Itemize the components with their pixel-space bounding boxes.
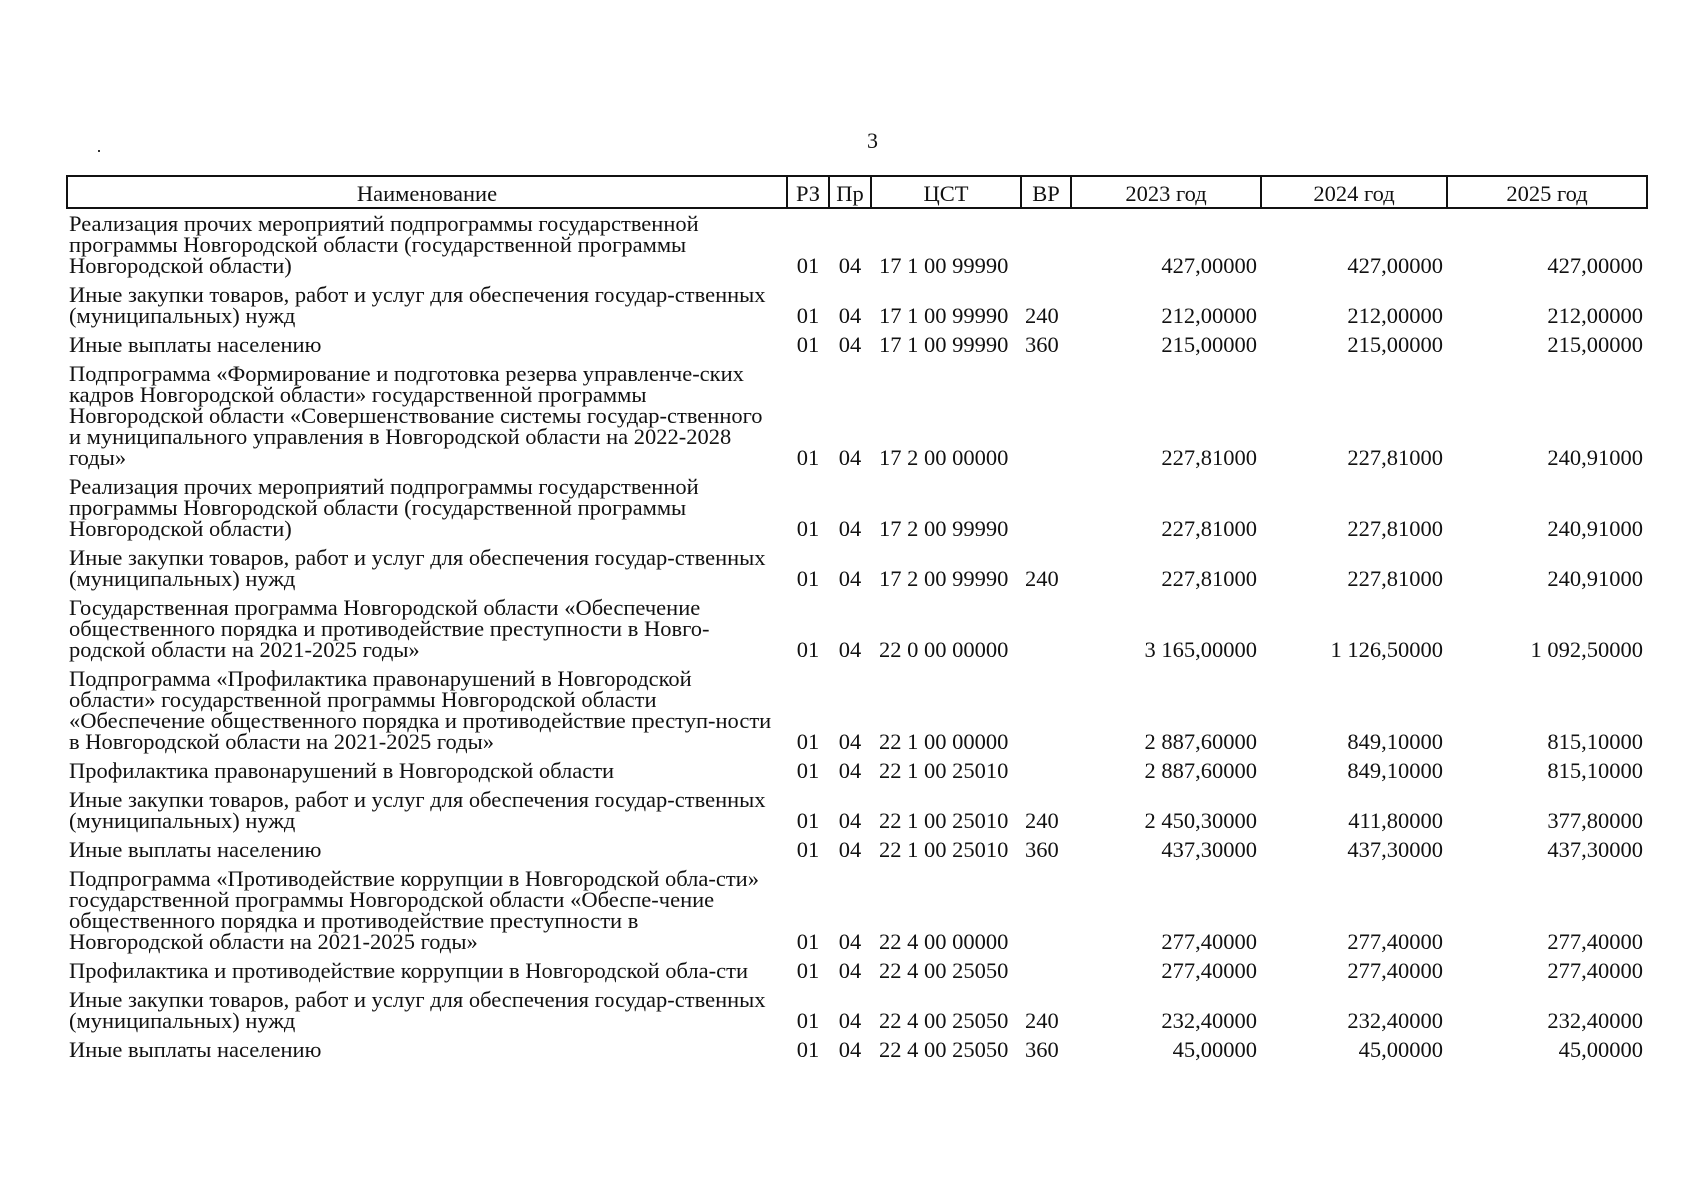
table-row [67, 664, 1647, 756]
row-2025: 437,30000 [1547, 837, 1643, 862]
row-rz: 01 [796, 1008, 820, 1033]
row-2024: 849,10000 [1347, 729, 1443, 754]
row-2025: 240,91000 [1547, 516, 1643, 541]
row-2023: 277,40000 [1161, 929, 1257, 954]
table-row [67, 1035, 1647, 1064]
row-name: Подпрограмма «Формирование и подготовка резерва управленче-ских кадров Новгородской области» государственной программы Новгородской области «Совершенствование системы государ-ственного и муниципального управления в Новгородской области на 2022-2028 годы» [69, 361, 763, 470]
row-rz: 01 [796, 637, 820, 662]
row-vr: 240 [1025, 808, 1059, 833]
row-vr [1021, 208, 1071, 280]
row-2025: 240,91000 [1547, 445, 1643, 470]
row-cst: 17 1 00 99990 [879, 303, 1009, 328]
row-cst: 22 1 00 25010 [879, 837, 1009, 862]
page-number: 3 [867, 128, 878, 153]
table-row [67, 785, 1647, 835]
row-rz: 01 [796, 332, 820, 357]
row-2024: 227,81000 [1347, 445, 1443, 470]
table-header [67, 176, 1647, 208]
row-vr: 360 [1025, 837, 1059, 862]
row-2025: 427,00000 [1547, 253, 1643, 278]
row-name: Иные закупки товаров, работ и услуг для обеспечения государ-ственных (муниципальных) нужд [69, 282, 766, 328]
row-2024: 277,40000 [1347, 958, 1443, 983]
row-cst: 22 4 00 00000 [879, 929, 1009, 954]
row-cst: 17 1 00 99990 [879, 253, 1009, 278]
row-vr [1021, 664, 1071, 756]
row-2023: 427,00000 [1161, 253, 1257, 278]
row-vr [1021, 472, 1071, 543]
table-row [67, 985, 1647, 1035]
row-cst: 17 1 00 99990 [879, 332, 1009, 357]
row-2025: 212,00000 [1547, 303, 1643, 328]
row-name: Иные закупки товаров, работ и услуг для обеспечения государ-ственных (муниципальных) нужд [69, 545, 766, 591]
header-2024: 2024 год [1261, 176, 1447, 208]
row-rz: 01 [796, 958, 820, 983]
row-pr: 04 [838, 1008, 862, 1033]
row-2024: 227,81000 [1347, 516, 1443, 541]
row-vr [1021, 593, 1071, 664]
row-2024: 45,00000 [1358, 1037, 1443, 1062]
row-vr [1021, 359, 1071, 472]
row-vr: 360 [1025, 1037, 1059, 1062]
header-cst: ЦСТ [871, 176, 1021, 208]
table-row [67, 956, 1647, 985]
row-2025: 377,80000 [1547, 808, 1643, 833]
row-pr: 04 [838, 566, 862, 591]
table-body [67, 208, 1647, 1064]
row-cst: 17 2 00 00000 [879, 445, 1009, 470]
row-vr: 240 [1025, 566, 1059, 591]
header-vr: ВР [1021, 176, 1071, 208]
row-2023: 227,81000 [1161, 516, 1257, 541]
row-2023: 277,40000 [1161, 958, 1257, 983]
header-2023: 2023 год [1071, 176, 1261, 208]
row-name: Иные выплаты населению [69, 837, 322, 862]
row-2025: 45,00000 [1558, 1037, 1643, 1062]
table-row [67, 864, 1647, 956]
row-pr: 04 [838, 332, 862, 357]
row-2024: 411,80000 [1348, 808, 1443, 833]
row-vr: 360 [1025, 332, 1059, 357]
row-cst: 22 4 00 25050 [879, 958, 1009, 983]
row-2024: 215,00000 [1347, 332, 1443, 357]
row-cst: 22 1 00 25010 [879, 758, 1009, 783]
row-2024: 227,81000 [1347, 566, 1443, 591]
table-row [67, 330, 1647, 359]
row-cst: 17 2 00 99990 [879, 516, 1009, 541]
row-2025: 815,10000 [1547, 758, 1643, 783]
row-2023: 232,40000 [1161, 1008, 1257, 1033]
row-2023: 2 450,30000 [1144, 808, 1257, 833]
row-pr: 04 [838, 637, 862, 662]
table-row [67, 835, 1647, 864]
row-2023: 215,00000 [1161, 332, 1257, 357]
row-pr: 04 [838, 758, 862, 783]
row-rz: 01 [796, 303, 820, 328]
row-pr: 04 [838, 253, 862, 278]
row-name: Иные закупки товаров, работ и услуг для обеспечения государ-ственных (муниципальных) нужд [69, 787, 766, 833]
row-2025: 240,91000 [1547, 566, 1643, 591]
row-rz: 01 [796, 929, 820, 954]
row-2023: 227,81000 [1161, 445, 1257, 470]
row-name: Профилактика и противодействие коррупции в Новгородской обла-сти [69, 958, 748, 983]
row-2023: 2 887,60000 [1144, 729, 1257, 754]
table-row [67, 359, 1647, 472]
table-row [67, 208, 1647, 280]
row-2024: 849,10000 [1347, 758, 1443, 783]
row-rz: 01 [796, 253, 820, 278]
row-pr: 04 [838, 516, 862, 541]
row-2023: 45,00000 [1172, 1037, 1257, 1062]
row-2024: 437,30000 [1347, 837, 1443, 862]
row-pr: 04 [838, 303, 862, 328]
row-cst: 22 0 00 00000 [879, 637, 1009, 662]
row-vr [1021, 756, 1071, 785]
row-rz: 01 [796, 566, 820, 591]
row-rz: 01 [796, 1037, 820, 1062]
row-2023: 227,81000 [1161, 566, 1257, 591]
row-cst: 17 2 00 99990 [879, 566, 1009, 591]
row-cst: 22 1 00 00000 [879, 729, 1009, 754]
row-2024: 1 126,50000 [1330, 637, 1443, 662]
row-rz: 01 [796, 729, 820, 754]
row-rz: 01 [796, 837, 820, 862]
row-rz: 01 [796, 516, 820, 541]
table-row [67, 472, 1647, 543]
row-2025: 232,40000 [1547, 1008, 1643, 1033]
row-2024: 232,40000 [1347, 1008, 1443, 1033]
table-row [67, 593, 1647, 664]
row-2025: 215,00000 [1547, 332, 1643, 357]
row-pr: 04 [838, 837, 862, 862]
header-name: Наименование [67, 176, 787, 208]
row-name: Иные выплаты населению [69, 1037, 322, 1062]
row-name: Реализация прочих мероприятий подпрограммы государственной программы Новгородской области (государственной программы Новгородской области) [69, 211, 699, 278]
row-2025: 277,40000 [1547, 958, 1643, 983]
scan-dot [98, 150, 100, 152]
row-cst: 22 4 00 25050 [879, 1008, 1009, 1033]
header-2025: 2025 год [1447, 176, 1647, 208]
table-row [67, 756, 1647, 785]
row-2024: 277,40000 [1347, 929, 1443, 954]
row-pr: 04 [838, 1037, 862, 1062]
row-pr: 04 [838, 729, 862, 754]
row-name: Профилактика правонарушений в Новгородской области [69, 758, 615, 783]
row-cst: 22 4 00 25050 [879, 1037, 1009, 1062]
row-cst: 22 1 00 25010 [879, 808, 1009, 833]
row-vr: 240 [1025, 303, 1059, 328]
row-2023: 437,30000 [1161, 837, 1257, 862]
row-name: Подпрограмма «Профилактика правонарушений в Новгородской области» государственной программы Новгородской области «Обеспечение общественного порядка и противодействие преступ-ности в Новгородской области на 2021-2025 годы» [69, 666, 772, 754]
row-pr: 04 [838, 445, 862, 470]
row-rz: 01 [796, 808, 820, 833]
row-2023: 212,00000 [1161, 303, 1257, 328]
budget-table [66, 175, 1648, 1064]
row-name: Подпрограмма «Противодействие коррупции в Новгородской обла-сти» государственной программы Новгородской области «Обеспе-чение общественного порядка и противодействие преступности в Новгородской области на 2021-2025 годы» [69, 866, 759, 954]
row-2023: 2 887,60000 [1144, 758, 1257, 783]
header-rz: РЗ [787, 176, 829, 208]
table-row [67, 280, 1647, 330]
row-name: Иные закупки товаров, работ и услуг для обеспечения государ-ственных (муниципальных) нужд [69, 987, 766, 1033]
row-rz: 01 [796, 758, 820, 783]
row-vr [1021, 956, 1071, 985]
row-2025: 277,40000 [1547, 929, 1643, 954]
row-name: Иные выплаты населению [69, 332, 322, 357]
row-2025: 815,10000 [1547, 729, 1643, 754]
row-pr: 04 [838, 929, 862, 954]
row-rz: 01 [796, 445, 820, 470]
row-2023: 3 165,00000 [1144, 637, 1257, 662]
row-name: Государственная программа Новгородской области «Обеспечение общественного порядка и противодействие преступности в Новго-родской области на 2021-2025 годы» [69, 595, 710, 662]
row-vr: 240 [1025, 1008, 1059, 1033]
header-row [67, 176, 1647, 208]
row-pr: 04 [838, 958, 862, 983]
row-2024: 427,00000 [1347, 253, 1443, 278]
row-2024: 212,00000 [1347, 303, 1443, 328]
row-pr: 04 [838, 808, 862, 833]
row-name: Реализация прочих мероприятий подпрограммы государственной программы Новгородской области (государственной программы Новгородской области) [69, 474, 699, 541]
row-2025: 1 092,50000 [1530, 637, 1643, 662]
header-pr: Пр [829, 176, 871, 208]
row-vr [1021, 864, 1071, 956]
table-row [67, 543, 1647, 593]
